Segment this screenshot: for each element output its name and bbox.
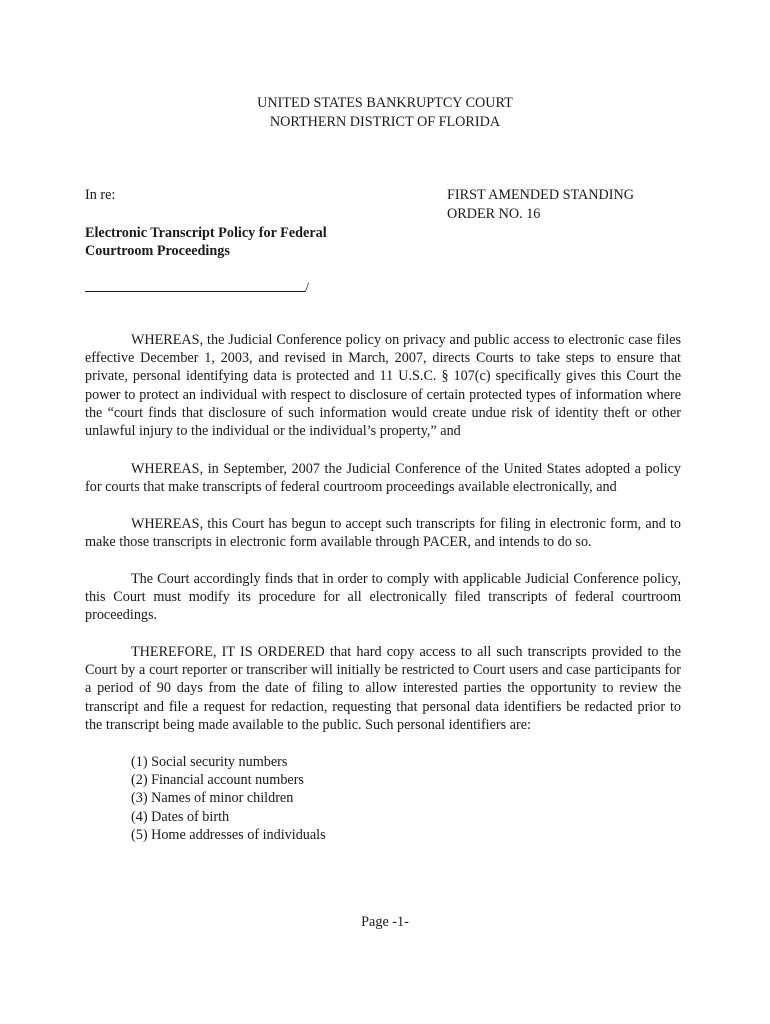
whereas-policy-paragraph: WHEREAS, in September, 2007 the Judicial Conference of the United States adopted a policy for courts that make transcripts of federal courtroom proceedings available electronically, and xyxy=(85,461,681,496)
order-paragraph: THEREFORE, IT IS ORDERED that hard copy access to all such transcripts provided to the Court by a court reporter or transcriber will initially be restricted to Court users and case participants for a period of 90 days from the date of filing to allow interested parties the opportunity to review the transcript and file a request for redaction, requesting that personal data identifiers be redacted prior to the transcript being made available to the public. Such personal identifiers are: xyxy=(85,644,681,733)
whereas-privacy-paragraph: WHEREAS, the Judicial Conference policy on privacy and public access to electronic case files effective December 1, 2003, and revised in March, 2007, directs Courts to take steps to ensure that private, personal identifying data is protected and 11 U.S.C. § 107(c) specifically gives this Court the power to protect an individual with respect to disclosure of certain protected types of information where the “court finds that disclosure of such information would create undue risk of identity theft or other unlawful injury to the individual or the individual’s property,” and xyxy=(85,332,681,440)
court-finding-paragraph: The Court accordingly finds that in order to comply with applicable Judicial Conference policy, this Court must modify its procedure for all electronically filed transcripts of federal courtroom proceedings. xyxy=(85,571,681,624)
signature-slash: / xyxy=(305,280,309,296)
matter-title-line: Electronic Transcript Policy for Federal xyxy=(85,225,327,241)
in-re-label: In re: xyxy=(85,187,116,203)
list-item: (4) Dates of birth xyxy=(131,808,230,825)
court-district: NORTHERN DISTRICT OF FLORIDA xyxy=(269,114,501,130)
list-item: (2) Financial account numbers xyxy=(131,772,304,789)
court-header xyxy=(0,94,770,132)
list-item: (5) Home addresses of individuals xyxy=(131,826,326,843)
matter-title xyxy=(85,224,405,260)
order-number: ORDER NO. 16 xyxy=(447,206,541,222)
case-caption-left xyxy=(85,186,405,260)
order-title xyxy=(447,186,687,224)
personal-identifiers-list xyxy=(131,753,326,844)
signature-rule xyxy=(85,278,305,292)
list-item: (3) Names of minor children xyxy=(131,790,294,807)
matter-title-line: Courtroom Proceedings xyxy=(85,243,230,259)
list-item: (1) Social security numbers xyxy=(131,754,288,770)
court-name: UNITED STATES BANKRUPTCY COURT xyxy=(257,95,513,111)
order-title-line: FIRST AMENDED STANDING xyxy=(447,187,634,203)
caption-signature-line xyxy=(85,278,309,298)
whereas-filing-paragraph: WHEREAS, this Court has begun to accept such transcripts for filing in electronic form, and to make those transcripts in electronic form available through PACER, and intends to do so. xyxy=(85,516,681,551)
page-number: Page -1- xyxy=(361,914,409,930)
